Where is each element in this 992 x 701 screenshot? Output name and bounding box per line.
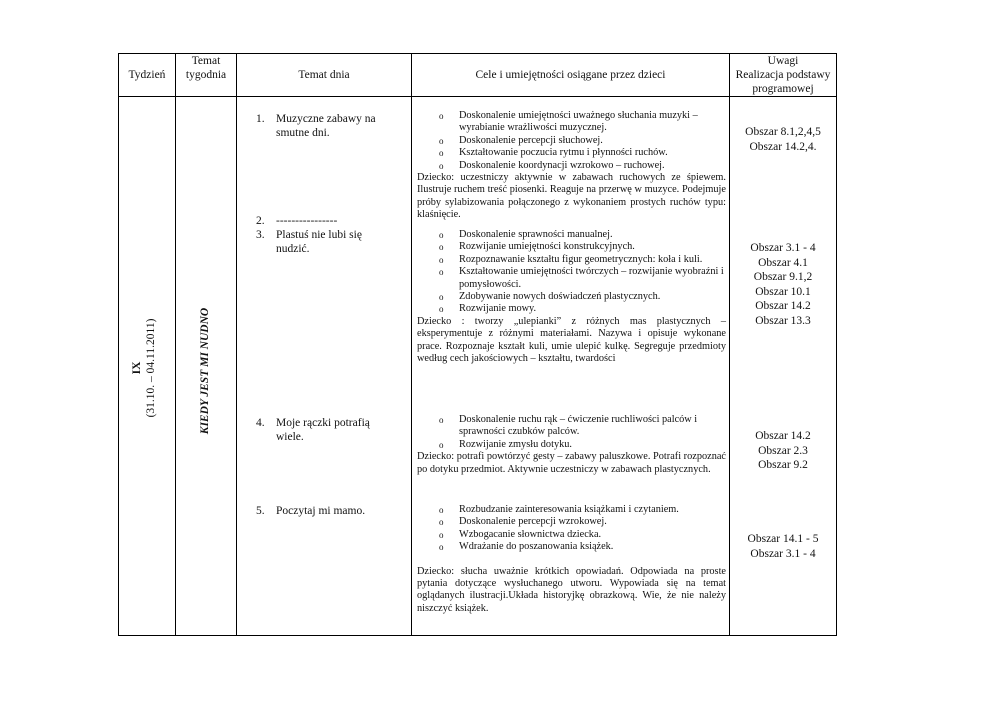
col-border-1 <box>175 53 176 636</box>
goal-item-text: Doskonalenie sprawności manualnej. <box>459 229 613 240</box>
goal-item-text: Zdobywanie nowych doświadczeń plastycznych. <box>459 291 661 303</box>
note-line: Obszar 13.3 <box>755 314 811 327</box>
goal-item <box>417 160 726 172</box>
header-notes-line1: Uwagi <box>767 55 799 67</box>
goal-item <box>417 254 726 266</box>
goal-item <box>417 110 726 135</box>
goals-block-4 <box>417 504 726 615</box>
header-notes-line2: Realizacja podstawy <box>735 69 831 81</box>
goal-item <box>417 303 726 315</box>
notes-block-3 <box>729 429 837 473</box>
bullet-icon: o <box>439 415 444 425</box>
bullet-icon: o <box>439 292 444 303</box>
goals-block-3 <box>417 414 726 476</box>
header-notes-line3: programowej <box>752 83 814 95</box>
col-border-3 <box>411 53 412 636</box>
goal-item-text: Rozwijanie umiejętności konstrukcyjnych. <box>459 241 635 253</box>
note-line: Obszar 9.2 <box>758 459 808 471</box>
week-dates: (31.10. – 04.11.2011) <box>145 318 157 418</box>
notes-block-4 <box>729 532 837 561</box>
bullet-icon: o <box>439 135 444 146</box>
note-line: Obszar 3.1 - 4 <box>750 547 816 560</box>
note-line: Obszar 10.1 <box>755 285 811 298</box>
goal-item-text: Rozpoznawanie kształtu figur geometrycznych: koła i kuli. <box>459 253 703 265</box>
day-5-number: 5. <box>256 505 265 517</box>
note-line: Obszar 3.1 - 4 <box>750 242 816 254</box>
note-line: Obszar 2.3 <box>758 444 808 457</box>
goal-item <box>417 241 726 253</box>
header-notes <box>730 54 836 96</box>
day-1-title: Muzyczne zabawy na smutne dni. <box>276 113 376 139</box>
goal-item-text: Doskonalenie ruchu rąk – ćwiczenie ruchliwości palców i sprawności czubków palców. <box>459 414 698 438</box>
bullet-icon: o <box>439 254 444 265</box>
header-goals: Cele i umiejętności osiągane przez dzieci <box>475 69 666 81</box>
goal-item-text: Wdrażanie do poszanowania książek. <box>459 541 614 553</box>
bullet-icon: o <box>439 505 444 515</box>
bullet-icon: o <box>439 160 444 171</box>
note-line: Obszar 14.2,4. <box>749 140 817 153</box>
goal-item <box>417 229 726 241</box>
plan-table <box>118 53 837 636</box>
goal-outcome-text: Dziecko: słucha uważnie krótkich opowiadań. Odpowiada na proste pytania dotyczące wysłuchanego utworu. Wypowiada się na temat oglądanych ilustracji.Układa historyjkę obrazkową. Wie, że nie należy niszczyć książek. <box>417 565 726 614</box>
notes-block-1 <box>729 125 837 154</box>
bullet-icon: o <box>439 517 444 528</box>
goal-outcome-text: Dziecko : tworzy „ulepianki” z różnych mas plastycznych – eksperymentuje z różnymi materiałami. Nazywa i opisuje wykonane prace. Rozpoznaje kształt kuli, umie ulepić kulkę. Segreguje przedmioty według cech jakościowych – kształtu, twardości <box>417 315 726 365</box>
note-line: Obszar 14.2 <box>755 430 811 442</box>
goal-item-text: Kształtowanie poczucia rytmu i płynności ruchów. <box>459 147 668 159</box>
day-4-title: Moje rączki potrafią wiele. <box>276 417 370 443</box>
goal-item-text: Wzbogacanie słownictwa dziecka. <box>459 528 602 540</box>
col-border-2 <box>236 53 237 636</box>
goal-item <box>417 266 726 291</box>
goal-item-text: Doskonalenie koordynacji wzrokowo – ruchowej. <box>459 159 665 171</box>
week-label <box>130 298 160 438</box>
header-week: Tydzień <box>128 69 166 81</box>
goal-item-text: Kształtowanie umiejętności twórczych – rozwijanie wyobraźni i pomysłowości. <box>459 266 724 290</box>
bullet-icon: o <box>439 242 444 253</box>
week-theme: KIEDY JEST MI NUDNO <box>199 307 211 435</box>
goal-item <box>417 414 726 439</box>
day-4-number: 4. <box>256 417 265 429</box>
goal-item <box>417 291 726 303</box>
header-week-theme-line1: Temat <box>191 55 221 67</box>
goal-item <box>417 504 726 516</box>
goal-item <box>417 439 726 451</box>
bullet-icon: o <box>439 148 444 159</box>
goal-item <box>417 147 726 159</box>
day-2-number: 2. <box>256 215 265 227</box>
note-line: Obszar 4.1 <box>758 256 808 269</box>
day-5-title: Poczytaj mi mamo. <box>276 505 366 517</box>
goals-block-2 <box>417 229 726 365</box>
goal-item <box>417 516 726 528</box>
col-border-left <box>118 53 119 636</box>
bullet-icon: o <box>439 267 444 278</box>
bullet-icon: o <box>439 529 444 540</box>
goal-item-text: Rozwijanie mowy. <box>459 303 537 315</box>
goals-block-1 <box>417 110 726 222</box>
bullet-icon: o <box>439 111 444 121</box>
day-1-number: 1. <box>256 113 265 125</box>
goal-item-text: Doskonalenie percepcji słuchowej. <box>459 134 603 146</box>
bullet-icon: o <box>439 542 444 553</box>
note-line: Obszar 14.1 - 5 <box>747 533 819 545</box>
day-3-number: 3. <box>256 229 265 241</box>
goal-outcome-text: Dziecko: uczestniczy aktywnie w zabawach ruchowych ze śpiewem. Ilustruje ruchem treść piosenki. Reaguje na przerwę w muzyce. Podejmuje próby sylabizowania połączonego z wykonaniem prostych ruchów typu: klaśnięcie. <box>417 172 726 221</box>
goal-item <box>417 541 726 553</box>
note-line: Obszar 9.1,2 <box>753 271 813 283</box>
goal-outcome-text: Dziecko: potrafi powtórzyć gesty – zabawy paluszkowe. Potrafi rozpoznać po dotyku przedmiot. Aktywnie uczestniczy w zabawach plastycznych. <box>417 451 726 475</box>
goal-item-text: Doskonalenie umiejętności uważnego słuchania muzyki – wyrabianie wrażliwości muzycznej. <box>459 110 698 134</box>
goal-item <box>417 529 726 541</box>
header-day-theme: Temat dnia <box>298 69 350 81</box>
goal-item <box>417 135 726 147</box>
goal-item-text: Doskonalenie percepcji wzrokowej. <box>459 516 607 528</box>
bullet-icon: o <box>439 230 444 240</box>
day-3-title: Plastuś nie lubi się nudzić. <box>276 229 362 255</box>
note-line: Obszar 8.1,2,4,5 <box>745 126 821 138</box>
day-2-title: ---------------- <box>276 215 338 227</box>
header-week-theme-line2: tygodnia <box>185 69 227 81</box>
week-number: IX <box>131 361 143 375</box>
header-week-theme <box>176 54 236 82</box>
notes-block-2 <box>729 241 837 328</box>
note-line: Obszar 14.2 <box>755 300 811 312</box>
goal-item-text: Rozwijanie zmysłu dotyku. <box>459 438 572 450</box>
bullet-icon: o <box>439 439 444 450</box>
goal-item-text: Rozbudzanie zainteresowania książkami i czytaniem. <box>459 504 679 515</box>
bullet-icon: o <box>439 304 444 315</box>
